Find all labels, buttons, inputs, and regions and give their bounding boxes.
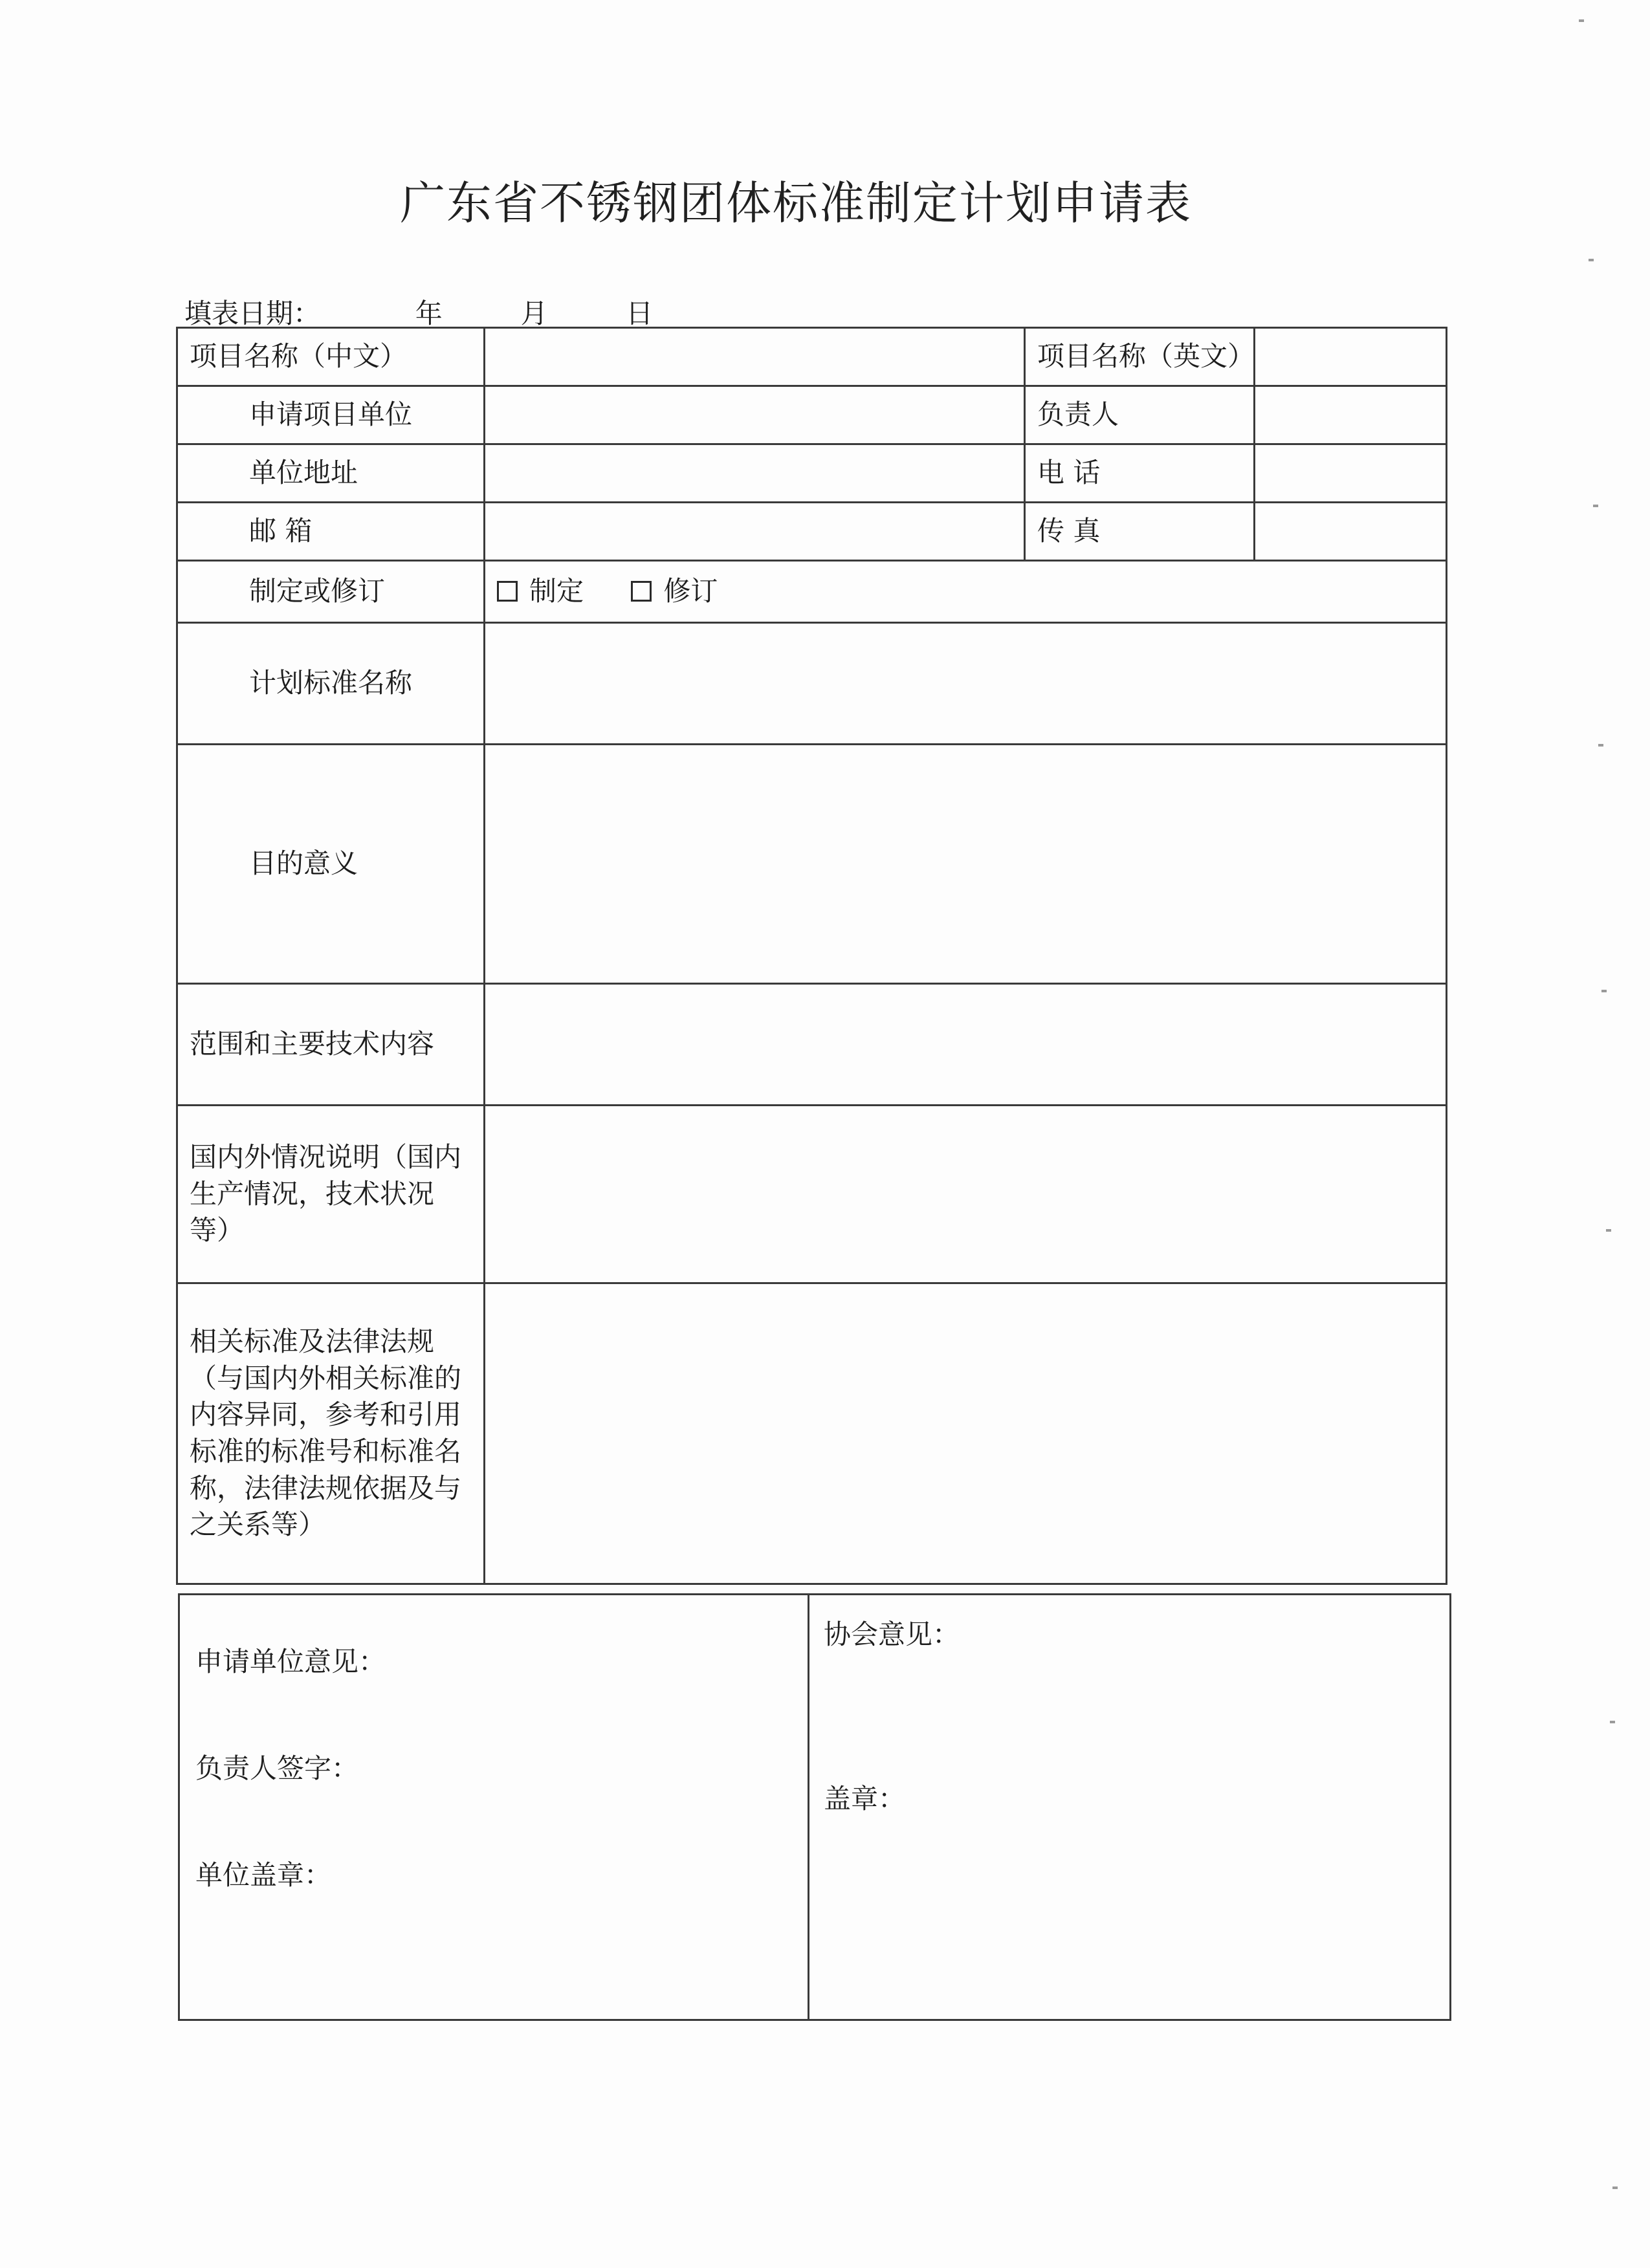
opinions-table (178, 1593, 1451, 2021)
scan-speck (1610, 1721, 1615, 1723)
applicant-unit-input[interactable] (485, 386, 1025, 444)
scan-speck (1606, 1229, 1611, 1232)
association-opinion-cell[interactable] (809, 1595, 1451, 2020)
checkbox-icon[interactable] (497, 581, 518, 602)
applicant-unit-label: 申请项目单位 (177, 386, 485, 444)
scope-label: 范围和主要技术内容 (177, 984, 485, 1106)
purpose-input[interactable] (485, 745, 1447, 984)
person-in-charge-input[interactable] (1255, 386, 1447, 444)
unit-opinion-label: 申请单位意见： (195, 1646, 386, 1677)
person-in-charge-label: 负责人 (1025, 386, 1255, 444)
email-label: 邮 箱 (177, 503, 485, 561)
name-cn-input[interactable] (485, 328, 1025, 386)
fill-date-line (184, 292, 653, 331)
name-en-label: 项目名称（英文） (1025, 328, 1255, 386)
scan-speck (1593, 505, 1598, 507)
fill-date-label: 填表日期： (184, 298, 321, 329)
related-standards-label: 相关标准及法律法规（与国内外相关标准的内容异同，参考和引用标准的标准号和标准名称，法律法规依据及与之关系等） (177, 1283, 485, 1584)
email-input[interactable] (485, 503, 1025, 561)
scope-input[interactable] (485, 984, 1447, 1106)
type-options (485, 561, 1447, 623)
unit-opinion-cell[interactable] (179, 1595, 809, 2020)
scan-speck (1598, 744, 1603, 747)
address-label: 单位地址 (177, 444, 485, 503)
name-cn-label: 项目名称（中文） (177, 328, 485, 386)
fill-date-year: 年 (415, 298, 443, 329)
name-en-input[interactable] (1255, 328, 1447, 386)
unit-seal-label: 单位盖章： (195, 1859, 332, 1891)
fill-date-month: 月 (520, 298, 548, 329)
option-revise[interactable] (631, 573, 718, 610)
application-form-table (176, 327, 1447, 1585)
fill-date-day: 日 (626, 298, 654, 329)
plan-name-input[interactable] (485, 623, 1447, 745)
situation-input[interactable] (485, 1106, 1447, 1283)
situation-label: 国内外情况说明（国内生产情况，技术状况等） (177, 1106, 485, 1283)
scan-speck (1612, 2186, 1618, 2189)
checkbox-icon[interactable] (631, 581, 652, 602)
fax-label: 传 真 (1025, 503, 1255, 561)
scan-speck (1579, 19, 1584, 22)
form-title: 广东省不锈钢团体标准制定计划申请表 (400, 177, 1192, 230)
scan-speck (1589, 259, 1594, 261)
purpose-label: 目的意义 (177, 745, 485, 984)
address-input[interactable] (485, 444, 1025, 503)
phone-label: 电 话 (1025, 444, 1255, 503)
option-formulate-label: 制定 (529, 575, 584, 607)
fax-input[interactable] (1255, 503, 1447, 561)
phone-input[interactable] (1255, 444, 1447, 503)
option-revise-label: 修订 (663, 575, 718, 607)
seal-label: 盖章： (824, 1783, 906, 1815)
plan-name-label: 计划标准名称 (177, 623, 485, 745)
type-label: 制定或修订 (177, 561, 485, 623)
option-formulate[interactable] (497, 573, 584, 610)
association-opinion-label: 协会意见： (824, 1619, 960, 1650)
related-standards-input[interactable] (485, 1283, 1447, 1584)
signature-label: 负责人签字： (195, 1752, 359, 1784)
scan-speck (1601, 990, 1607, 992)
